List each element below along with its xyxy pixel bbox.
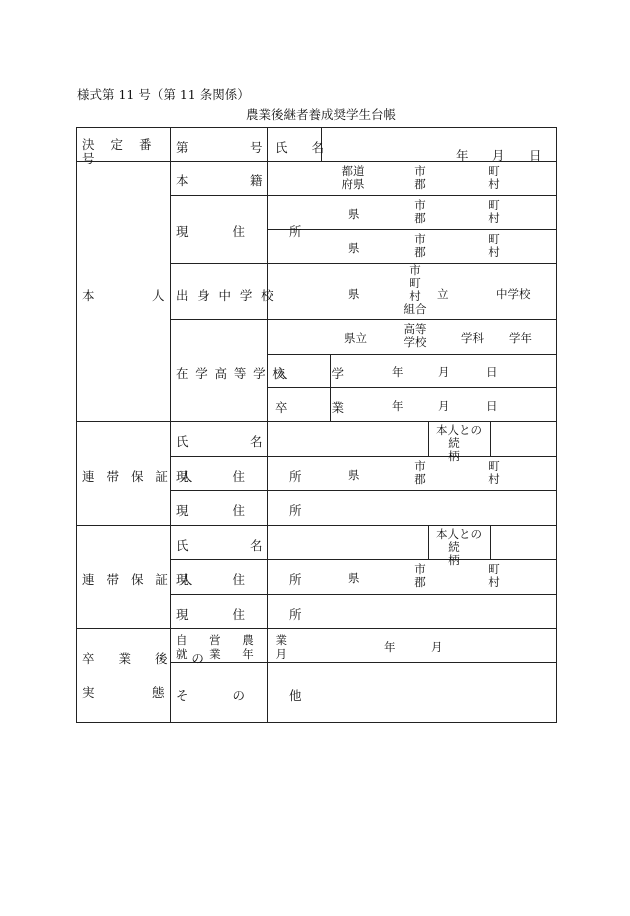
after-grad-label-2-b: 態 xyxy=(152,685,165,700)
grad-year: 年 xyxy=(392,399,404,413)
school-type: 市 町 村 組合 xyxy=(403,263,427,316)
shi-gun-3: 市 郡 xyxy=(414,232,426,259)
guarantor-1-label: 連 帯 保 証 人 xyxy=(82,469,197,484)
student-name-field[interactable] xyxy=(322,128,442,145)
g2-cho-son: 町 村 xyxy=(488,562,500,589)
g2-name-label-2: 名 xyxy=(250,538,263,553)
decision-month: 月 xyxy=(492,148,505,163)
gou-label: 号 xyxy=(250,140,263,155)
g2-ken: 県 xyxy=(348,571,360,585)
page-title: 農業後継者養成奨学生台帳 xyxy=(246,107,397,122)
ritsu: 立 xyxy=(437,287,449,301)
farming-line-1: 自 営 農 業 xyxy=(176,633,296,647)
gakka: 学科 xyxy=(461,331,484,345)
enroll-label: 入 学 xyxy=(275,366,364,381)
name-label: 氏 名 xyxy=(275,140,334,155)
g1-name-label-2: 名 xyxy=(250,434,263,449)
g1-relation: 本人との 続 柄 xyxy=(436,423,482,463)
decision-number-field[interactable] xyxy=(171,128,267,161)
high-school-label: 在 学 高 等 学 校 xyxy=(176,366,287,381)
person-label-left: 本 xyxy=(82,288,95,303)
g2-address-label-1: 現 住 所 xyxy=(176,572,322,587)
dai-label: 第 xyxy=(176,140,189,155)
todofuken-top: 都道 xyxy=(341,164,365,178)
other-field[interactable] xyxy=(268,663,556,722)
cho-son-3: 町 村 xyxy=(488,232,500,259)
grad-month: 月 xyxy=(438,399,450,413)
enroll-month: 月 xyxy=(438,365,450,379)
koto-gakko: 高等 学校 xyxy=(403,322,427,349)
farming-line-2: 就 業 年 月 xyxy=(176,647,296,661)
g2-shi-gun: 市 郡 xyxy=(414,562,426,589)
farming-year: 年 xyxy=(384,640,396,654)
shi-gun-2: 市 郡 xyxy=(414,198,426,225)
ken-1: 県 xyxy=(348,207,360,221)
guarantor-1-name-field[interactable] xyxy=(268,422,428,456)
after-grad-label-1: 卒 業 後 の xyxy=(82,651,214,666)
honseki-label-1: 本 xyxy=(176,173,189,188)
g1-name-label-1: 氏 xyxy=(176,434,189,449)
decision-number-label: 決 定 番 号 xyxy=(82,137,158,166)
g2-name-label-1: 氏 xyxy=(176,538,189,553)
farming-month: 月 xyxy=(431,640,443,654)
enroll-year: 年 xyxy=(392,365,404,379)
decision-day: 日 xyxy=(529,148,542,163)
after-grad-label-2-a: 実 xyxy=(82,685,95,700)
g1-address-label-1: 現 住 所 xyxy=(176,469,322,484)
honseki-label-2: 籍 xyxy=(250,173,263,188)
person-label-right: 人 xyxy=(152,288,165,303)
guarantor-1-relation-field[interactable] xyxy=(491,422,556,456)
ken-ms: 県 xyxy=(348,287,360,301)
gakunen: 学年 xyxy=(509,331,532,345)
cho-son-2: 町 村 xyxy=(488,198,500,225)
other-label: そ の 他 xyxy=(176,688,322,703)
guarantor-2-relation-field[interactable] xyxy=(491,526,556,559)
enroll-day: 日 xyxy=(486,365,498,379)
cho-son-1: 町 村 xyxy=(488,164,500,191)
form-number: 様式第 11 号（第 11 条関係） xyxy=(77,87,250,102)
g1-address-label-2: 現 住 所 xyxy=(176,503,322,518)
address-label: 現 住 所 xyxy=(176,224,322,239)
middle-school-label: 出 身 中 学 校 xyxy=(176,288,276,303)
shi-gun-1: 市 郡 xyxy=(414,164,426,191)
g1-cho-son: 町 村 xyxy=(488,459,500,486)
g2-relation: 本人との 続 柄 xyxy=(436,527,482,567)
g2-address-label-2: 現 住 所 xyxy=(176,607,322,622)
guarantor-2-address-detail-field[interactable] xyxy=(268,595,556,628)
graduate-label: 卒 業 xyxy=(275,400,364,415)
ken-2: 県 xyxy=(348,241,360,255)
guarantor-2-name-field[interactable] xyxy=(268,526,428,559)
guarantor-2-label: 連 帯 保 証 人 xyxy=(82,572,197,587)
todofuken xyxy=(338,165,368,191)
guarantor-1-address-detail-field[interactable] xyxy=(268,491,556,525)
kenritsu: 県立 xyxy=(344,331,367,345)
chugakko: 中学校 xyxy=(496,287,531,301)
grad-day: 日 xyxy=(486,399,498,413)
g1-shi-gun: 市 郡 xyxy=(414,459,426,486)
todofuken-bottom: 府県 xyxy=(341,177,365,191)
g1-ken: 県 xyxy=(348,468,360,482)
decision-year: 年 xyxy=(456,148,469,163)
